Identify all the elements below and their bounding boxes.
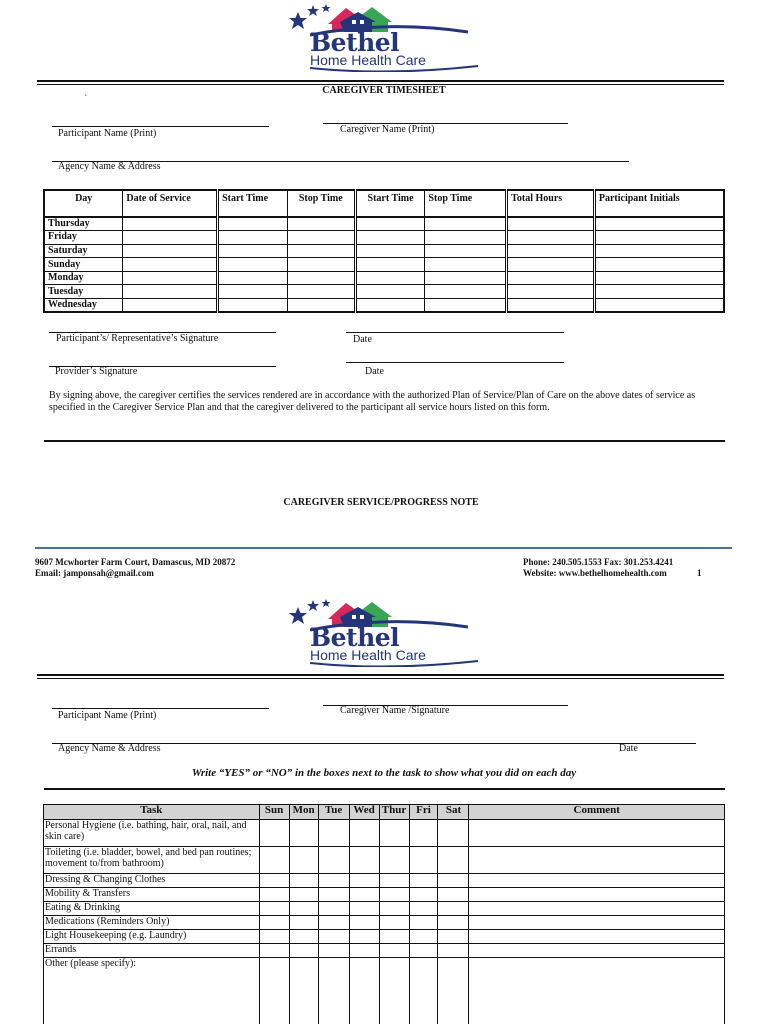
col-mon: Mon <box>289 805 318 820</box>
cell[interactable] <box>507 271 595 285</box>
cell[interactable] <box>287 258 355 272</box>
cell[interactable] <box>438 847 469 874</box>
cell[interactable] <box>349 944 379 958</box>
cell[interactable] <box>425 217 507 231</box>
col-start-time-1: Start Time <box>218 190 288 217</box>
cell[interactable] <box>425 244 507 258</box>
cell[interactable] <box>379 916 409 930</box>
cell[interactable] <box>594 285 724 299</box>
certification-text: By signing above, the caregiver certifies the services rendered are in accordance with the authorized Plan of Service/Plan of Care on the above dates of service as specified in the Caregiver Service Plan and that the caregiver delivered to the participant all service hours listed on this form. <box>49 390 696 413</box>
cell[interactable] <box>287 285 355 299</box>
cell[interactable] <box>349 847 379 874</box>
cell[interactable] <box>318 958 349 1024</box>
cell[interactable] <box>289 902 318 916</box>
day-label: Tuesday <box>44 285 123 299</box>
col-start-time-2: Start Time <box>355 190 425 217</box>
signature-date-label: Date <box>353 334 372 345</box>
cell[interactable] <box>507 231 595 245</box>
cell[interactable] <box>287 217 355 231</box>
company-logo <box>288 597 488 667</box>
cell[interactable] <box>259 930 289 944</box>
cell[interactable] <box>469 888 725 902</box>
cell[interactable] <box>259 944 289 958</box>
task-label: Errands <box>44 944 260 958</box>
col-date-of-service: Date of Service <box>123 190 218 217</box>
task-label: Mobility & Transfers <box>44 888 260 902</box>
table-row <box>44 258 724 272</box>
cell[interactable] <box>218 258 288 272</box>
cell[interactable] <box>409 820 438 847</box>
cell[interactable] <box>218 271 288 285</box>
cell[interactable] <box>123 271 218 285</box>
cell[interactable] <box>349 958 379 1024</box>
agency-label: Agency Name & Address <box>58 743 161 754</box>
logo-tagline: Home Health Care <box>310 52 426 68</box>
cell[interactable] <box>409 902 438 916</box>
footer-phone-fax: Phone: 240.505.1553 Fax: 301.253.4241 <box>523 557 674 567</box>
col-fri: Fri <box>409 805 438 820</box>
participant-name-label: Participant Name (Print) <box>58 710 157 721</box>
cell[interactable] <box>438 944 469 958</box>
task-label: Dressing & Changing Clothes <box>44 874 260 888</box>
col-tue: Tue <box>318 805 349 820</box>
cell[interactable] <box>123 285 218 299</box>
participant-name-label: Participant Name (Print) <box>58 128 157 139</box>
col-task: Task <box>44 805 260 820</box>
cell[interactable] <box>469 944 725 958</box>
day-label: Monday <box>44 271 123 285</box>
agency-label: Agency Name & Address <box>58 161 161 172</box>
table-row <box>44 271 724 285</box>
day-label: Wednesday <box>44 299 123 313</box>
cell[interactable] <box>318 888 349 902</box>
cell[interactable] <box>409 958 438 1024</box>
cell[interactable] <box>123 231 218 245</box>
task-label: Medications (Reminders Only) <box>44 916 260 930</box>
cell[interactable] <box>349 916 379 930</box>
cell[interactable] <box>318 820 349 847</box>
cell[interactable] <box>594 231 724 245</box>
cell[interactable] <box>507 285 595 299</box>
cell[interactable] <box>123 244 218 258</box>
participant-signature-label: Participant’s/ Representative’s Signature <box>56 333 219 344</box>
cell[interactable] <box>287 231 355 245</box>
logo-tagline: Home Health Care <box>310 647 426 663</box>
cell[interactable] <box>355 271 425 285</box>
cell[interactable] <box>349 874 379 888</box>
cell[interactable] <box>507 217 595 231</box>
day-label: Friday <box>44 231 123 245</box>
provider-signature-label: Provider’s Signature <box>55 366 138 377</box>
cell[interactable] <box>218 299 288 313</box>
cell[interactable] <box>259 958 289 1024</box>
cell[interactable] <box>318 944 349 958</box>
section-divider <box>44 440 725 442</box>
col-participant-initials: Participant Initials <box>594 190 724 217</box>
cell[interactable] <box>438 916 469 930</box>
table-row <box>44 916 725 930</box>
cell[interactable] <box>318 916 349 930</box>
cell[interactable] <box>469 874 725 888</box>
cell[interactable] <box>218 285 288 299</box>
cell[interactable] <box>287 244 355 258</box>
logo-wordmark: Bethel <box>310 623 400 652</box>
cell[interactable] <box>289 930 318 944</box>
table-row <box>44 930 725 944</box>
instruction-rule <box>44 788 725 790</box>
task-label: Other (please specify): <box>44 958 260 1024</box>
table-row <box>44 847 725 874</box>
cell[interactable] <box>379 874 409 888</box>
caregiver-signature-label: Caregiver Name /Signature <box>340 705 450 716</box>
cell[interactable] <box>289 820 318 847</box>
cell[interactable] <box>218 217 288 231</box>
footer-rule <box>35 547 732 549</box>
col-sat: Sat <box>438 805 469 820</box>
cell[interactable] <box>289 888 318 902</box>
timesheet-header-row <box>44 190 724 217</box>
col-stop-time-2: Stop Time <box>425 190 507 217</box>
cell[interactable] <box>425 231 507 245</box>
cell[interactable] <box>379 944 409 958</box>
cell[interactable] <box>409 847 438 874</box>
task-table <box>43 804 725 1024</box>
page-number: 1 <box>697 568 702 578</box>
col-comment: Comment <box>469 805 725 820</box>
col-total-hours: Total Hours <box>507 190 595 217</box>
cell[interactable] <box>355 231 425 245</box>
cell[interactable] <box>469 958 725 1024</box>
cell[interactable] <box>425 271 507 285</box>
cell[interactable] <box>349 820 379 847</box>
cell[interactable] <box>355 244 425 258</box>
cell[interactable] <box>379 930 409 944</box>
cell[interactable] <box>318 930 349 944</box>
table-row <box>44 874 725 888</box>
cell[interactable] <box>425 299 507 313</box>
footer-email: Email: jamponsah@gmail.com <box>35 568 154 578</box>
cell[interactable] <box>379 902 409 916</box>
task-label: Light Housekeeping (e.g. Laundry) <box>44 930 260 944</box>
table-row <box>44 958 725 1024</box>
cell[interactable] <box>594 244 724 258</box>
cell[interactable] <box>409 916 438 930</box>
participant-name-line[interactable] <box>52 126 269 127</box>
cell[interactable] <box>438 820 469 847</box>
timesheet-table <box>43 189 725 313</box>
cell[interactable] <box>318 847 349 874</box>
col-day: Day <box>44 190 123 217</box>
signature-date-line[interactable] <box>346 332 564 333</box>
progress-note-title: CAREGIVER SERVICE/PROGRESS NOTE <box>283 497 479 508</box>
table-row <box>44 944 725 958</box>
cell[interactable] <box>438 902 469 916</box>
cell[interactable] <box>259 902 289 916</box>
table-row <box>44 231 724 245</box>
cell[interactable] <box>289 847 318 874</box>
cell[interactable] <box>379 888 409 902</box>
cell[interactable] <box>355 299 425 313</box>
day-label: Sunday <box>44 258 123 272</box>
cell[interactable] <box>123 217 218 231</box>
cell[interactable] <box>594 258 724 272</box>
cell[interactable] <box>123 299 218 313</box>
col-sun: Sun <box>259 805 289 820</box>
cell[interactable] <box>355 258 425 272</box>
header-rule-thin <box>37 678 724 679</box>
cell[interactable] <box>355 285 425 299</box>
cell[interactable] <box>409 930 438 944</box>
day-label: Saturday <box>44 244 123 258</box>
stray-mark: ` <box>84 94 88 105</box>
cell[interactable] <box>259 847 289 874</box>
table-row <box>44 299 724 313</box>
provider-date-line[interactable] <box>346 362 564 363</box>
cell[interactable] <box>409 888 438 902</box>
cell[interactable] <box>318 874 349 888</box>
cell[interactable] <box>469 916 725 930</box>
cell[interactable] <box>438 958 469 1024</box>
cell[interactable] <box>259 888 289 902</box>
table-row <box>44 217 724 231</box>
participant-name-line[interactable] <box>52 708 269 709</box>
day-label: Thursday <box>44 217 123 231</box>
cell[interactable] <box>425 258 507 272</box>
cell[interactable] <box>259 916 289 930</box>
cell[interactable] <box>289 916 318 930</box>
table-row <box>44 902 725 916</box>
cell[interactable] <box>438 930 469 944</box>
cell[interactable] <box>218 231 288 245</box>
cell[interactable] <box>594 299 724 313</box>
cell[interactable] <box>349 888 379 902</box>
cell[interactable] <box>289 958 318 1024</box>
cell[interactable] <box>425 285 507 299</box>
table-row <box>44 820 725 847</box>
cell[interactable] <box>289 874 318 888</box>
cell[interactable] <box>379 958 409 1024</box>
cell[interactable] <box>507 244 595 258</box>
logo-wordmark: Bethel <box>310 28 400 57</box>
cell[interactable] <box>409 944 438 958</box>
footer-address: 9607 Mcwhorter Farm Court, Damascus, MD 20872 <box>35 557 236 567</box>
cell[interactable] <box>507 258 595 272</box>
footer-website: Website: www.bethelhomehealth.com <box>523 568 667 578</box>
cell[interactable] <box>259 874 289 888</box>
caregiver-name-label: Caregiver Name (Print) <box>340 124 435 135</box>
cell[interactable] <box>123 258 218 272</box>
cell[interactable] <box>287 299 355 313</box>
task-label: Eating & Drinking <box>44 902 260 916</box>
cell[interactable] <box>594 217 724 231</box>
cell[interactable] <box>379 847 409 874</box>
table-row <box>44 244 724 258</box>
header-rule-thick <box>37 674 724 676</box>
table-row <box>44 285 724 299</box>
task-instruction: Write “YES” or “NO” in the boxes next to the task to show what you did on each day <box>191 767 577 779</box>
provider-date-label: Date <box>365 366 384 377</box>
cell[interactable] <box>594 271 724 285</box>
cell[interactable] <box>318 902 349 916</box>
cell[interactable] <box>438 874 469 888</box>
cell[interactable] <box>379 820 409 847</box>
cell[interactable] <box>355 217 425 231</box>
col-stop-time-1: Stop Time <box>287 190 355 217</box>
col-thur: Thur <box>379 805 409 820</box>
cell[interactable] <box>469 847 725 874</box>
agency-date-label: Date <box>619 743 638 754</box>
task-label: Toileting (i.e. bladder, bowel, and bed pan routines; movement to/from bathroom) <box>44 847 260 874</box>
col-wed: Wed <box>349 805 379 820</box>
cell[interactable] <box>469 930 725 944</box>
cell[interactable] <box>469 902 725 916</box>
cell[interactable] <box>289 944 318 958</box>
task-label: Personal Hygiene (i.e. bathing, hair, oral, nail, and skin care) <box>44 820 260 847</box>
cell[interactable] <box>507 299 595 313</box>
cell[interactable] <box>259 820 289 847</box>
cell[interactable] <box>409 874 438 888</box>
header-rule-thick <box>37 80 724 82</box>
cell[interactable] <box>287 271 355 285</box>
task-header-row <box>44 805 725 820</box>
cell[interactable] <box>349 930 379 944</box>
cell[interactable] <box>438 888 469 902</box>
company-logo <box>288 2 488 72</box>
cell[interactable] <box>469 820 725 847</box>
timesheet-title: CAREGIVER TIMESHEET <box>322 85 446 96</box>
table-row <box>44 888 725 902</box>
cell[interactable] <box>218 244 288 258</box>
cell[interactable] <box>349 902 379 916</box>
